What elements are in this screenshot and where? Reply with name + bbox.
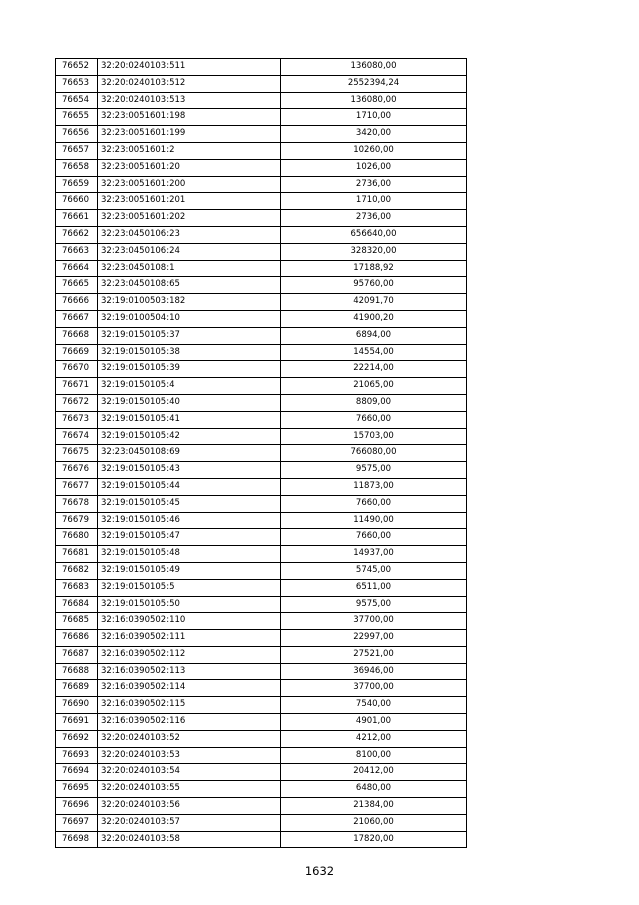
value-cell: 21060,00 [281,814,467,831]
cadastral-number-cell: 32:23:0051601:202 [98,210,281,227]
row-number-cell: 76692 [56,730,98,747]
value-cell: 8809,00 [281,394,467,411]
value-cell: 6480,00 [281,781,467,798]
row-number-cell: 76652 [56,59,98,76]
value-cell: 14554,00 [281,344,467,361]
value-cell: 17188,92 [281,260,467,277]
table-row [56,310,467,327]
table-row [56,495,467,512]
table-row [56,529,467,546]
row-number-cell: 76698 [56,831,98,848]
cadastral-number-cell: 32:19:0100504:10 [98,310,281,327]
cadastral-number-cell: 32:23:0450106:23 [98,226,281,243]
table-row [56,814,467,831]
value-cell: 42091,70 [281,294,467,311]
table-row [56,126,467,143]
row-number-cell: 76666 [56,294,98,311]
cadastral-number-cell: 32:16:0390502:110 [98,613,281,630]
table-row [56,697,467,714]
cadastral-number-cell: 32:19:0150105:4 [98,378,281,395]
row-number-cell: 76675 [56,445,98,462]
row-number-cell: 76655 [56,109,98,126]
row-number-cell: 76686 [56,630,98,647]
table-row [56,394,467,411]
cadastral-number-cell: 32:20:0240103:513 [98,92,281,109]
row-number-cell: 76687 [56,646,98,663]
row-number-cell: 76695 [56,781,98,798]
table-row [56,596,467,613]
table-row [56,210,467,227]
row-number-cell: 76683 [56,579,98,596]
cadastral-number-cell: 32:16:0390502:111 [98,630,281,647]
cadastral-number-cell: 32:16:0390502:116 [98,714,281,731]
table-row [56,663,467,680]
table-row [56,176,467,193]
table-row [56,159,467,176]
value-cell: 4212,00 [281,730,467,747]
value-cell: 41900,20 [281,310,467,327]
cadastral-number-cell: 32:19:0150105:5 [98,579,281,596]
cadastral-number-cell: 32:16:0390502:112 [98,646,281,663]
table-row [56,142,467,159]
cadastral-number-cell: 32:19:0100503:182 [98,294,281,311]
value-cell: 7660,00 [281,495,467,512]
row-number-cell: 76663 [56,243,98,260]
value-cell: 9575,00 [281,596,467,613]
cadastral-number-cell: 32:20:0240103:56 [98,798,281,815]
cadastral-number-cell: 32:19:0150105:49 [98,562,281,579]
value-cell: 6894,00 [281,327,467,344]
table-row [56,462,467,479]
value-cell: 27521,00 [281,646,467,663]
cadastral-number-cell: 32:19:0150105:40 [98,394,281,411]
cadastral-number-cell: 32:19:0150105:37 [98,327,281,344]
value-cell: 9575,00 [281,462,467,479]
value-cell: 4901,00 [281,714,467,731]
value-cell: 7540,00 [281,697,467,714]
value-cell: 37700,00 [281,613,467,630]
row-number-cell: 76688 [56,663,98,680]
row-number-cell: 76668 [56,327,98,344]
value-cell: 22214,00 [281,361,467,378]
table-row [56,428,467,445]
table-row [56,327,467,344]
row-number-cell: 76685 [56,613,98,630]
cadastral-number-cell: 32:23:0051601:201 [98,193,281,210]
row-number-cell: 76678 [56,495,98,512]
table-row [56,445,467,462]
row-number-cell: 76667 [56,310,98,327]
row-number-cell: 76694 [56,764,98,781]
value-cell: 766080,00 [281,445,467,462]
value-cell: 8100,00 [281,747,467,764]
table-row [56,730,467,747]
cadastral-number-cell: 32:16:0390502:115 [98,697,281,714]
table-row [56,277,467,294]
cadastral-number-cell: 32:19:0150105:38 [98,344,281,361]
row-number-cell: 76662 [56,226,98,243]
table-row [56,747,467,764]
table-row [56,831,467,848]
value-cell: 6511,00 [281,579,467,596]
value-cell: 2552394,24 [281,75,467,92]
row-number-cell: 76682 [56,562,98,579]
row-number-cell: 76690 [56,697,98,714]
cadastral-number-cell: 32:19:0150105:47 [98,529,281,546]
cadastral-number-cell: 32:20:0240103:53 [98,747,281,764]
table-row [56,646,467,663]
row-number-cell: 76680 [56,529,98,546]
value-cell: 15703,00 [281,428,467,445]
table-row [56,579,467,596]
value-cell: 11490,00 [281,512,467,529]
table-row [56,75,467,92]
table-body [56,59,467,848]
row-number-cell: 76664 [56,260,98,277]
value-cell: 7660,00 [281,411,467,428]
row-number-cell: 76656 [56,126,98,143]
row-number-cell: 76673 [56,411,98,428]
value-cell: 2736,00 [281,210,467,227]
cadastral-number-cell: 32:23:0051601:20 [98,159,281,176]
value-cell: 2736,00 [281,176,467,193]
cadastral-number-cell: 32:19:0150105:44 [98,478,281,495]
table-row [56,260,467,277]
cadastral-number-cell: 32:23:0450108:69 [98,445,281,462]
cadastral-number-cell: 32:19:0150105:48 [98,546,281,563]
table-row [56,680,467,697]
value-cell: 21384,00 [281,798,467,815]
table-row [56,59,467,76]
row-number-cell: 76689 [56,680,98,697]
value-cell: 1710,00 [281,109,467,126]
value-cell: 36946,00 [281,663,467,680]
value-cell: 5745,00 [281,562,467,579]
value-cell: 21065,00 [281,378,467,395]
table-row [56,512,467,529]
cadastral-number-cell: 32:23:0450106:24 [98,243,281,260]
cadastral-number-cell: 32:20:0240103:55 [98,781,281,798]
cadastral-number-cell: 32:19:0150105:46 [98,512,281,529]
row-number-cell: 76653 [56,75,98,92]
row-number-cell: 76657 [56,142,98,159]
cadastral-value-table [55,58,467,848]
cadastral-number-cell: 32:23:0450108:65 [98,277,281,294]
row-number-cell: 76660 [56,193,98,210]
value-cell: 136080,00 [281,92,467,109]
table-row [56,92,467,109]
table-row [56,562,467,579]
table-row [56,478,467,495]
cadastral-number-cell: 32:23:0450108:1 [98,260,281,277]
row-number-cell: 76674 [56,428,98,445]
cadastral-number-cell: 32:20:0240103:57 [98,814,281,831]
cadastral-number-cell: 32:20:0240103:54 [98,764,281,781]
table-row [56,714,467,731]
row-number-cell: 76693 [56,747,98,764]
row-number-cell: 76672 [56,394,98,411]
value-cell: 7660,00 [281,529,467,546]
row-number-cell: 76697 [56,814,98,831]
value-cell: 328320,00 [281,243,467,260]
row-number-cell: 76671 [56,378,98,395]
row-number-cell: 76681 [56,546,98,563]
value-cell: 22997,00 [281,630,467,647]
page-number: 1632 [304,864,335,878]
table-row [56,193,467,210]
row-number-cell: 76676 [56,462,98,479]
table-row [56,630,467,647]
table-row [56,344,467,361]
value-cell: 17820,00 [281,831,467,848]
cadastral-number-cell: 32:19:0150105:43 [98,462,281,479]
row-number-cell: 76679 [56,512,98,529]
row-number-cell: 76665 [56,277,98,294]
cadastral-number-cell: 32:19:0150105:41 [98,411,281,428]
cadastral-number-cell: 32:20:0240103:58 [98,831,281,848]
cadastral-number-cell: 32:23:0051601:198 [98,109,281,126]
row-number-cell: 76684 [56,596,98,613]
row-number-cell: 76670 [56,361,98,378]
cadastral-number-cell: 32:20:0240103:511 [98,59,281,76]
table-row [56,764,467,781]
table-row [56,613,467,630]
value-cell: 10260,00 [281,142,467,159]
row-number-cell: 76661 [56,210,98,227]
value-cell: 11873,00 [281,478,467,495]
row-number-cell: 76669 [56,344,98,361]
cadastral-number-cell: 32:19:0150105:45 [98,495,281,512]
row-number-cell: 76677 [56,478,98,495]
value-cell: 136080,00 [281,59,467,76]
table-row [56,781,467,798]
row-number-cell: 76658 [56,159,98,176]
value-cell: 14937,00 [281,546,467,563]
cadastral-number-cell: 32:19:0150105:39 [98,361,281,378]
cadastral-number-cell: 32:19:0150105:42 [98,428,281,445]
value-cell: 1026,00 [281,159,467,176]
row-number-cell: 76691 [56,714,98,731]
cadastral-number-cell: 32:16:0390502:114 [98,680,281,697]
table-row [56,294,467,311]
table-row [56,109,467,126]
cadastral-number-cell: 32:23:0051601:199 [98,126,281,143]
cadastral-number-cell: 32:20:0240103:52 [98,730,281,747]
cadastral-number-cell: 32:16:0390502:113 [98,663,281,680]
cadastral-number-cell: 32:20:0240103:512 [98,75,281,92]
value-cell: 20412,00 [281,764,467,781]
table-row [56,411,467,428]
row-number-cell: 76654 [56,92,98,109]
table-row [56,798,467,815]
value-cell: 37700,00 [281,680,467,697]
table-row [56,546,467,563]
value-cell: 95760,00 [281,277,467,294]
row-number-cell: 76696 [56,798,98,815]
table-row [56,243,467,260]
value-cell: 3420,00 [281,126,467,143]
table-row [56,226,467,243]
value-cell: 656640,00 [281,226,467,243]
table-row [56,361,467,378]
cadastral-number-cell: 32:19:0150105:50 [98,596,281,613]
value-cell: 1710,00 [281,193,467,210]
row-number-cell: 76659 [56,176,98,193]
table-row [56,378,467,395]
cadastral-number-cell: 32:23:0051601:200 [98,176,281,193]
cadastral-number-cell: 32:23:0051601:2 [98,142,281,159]
